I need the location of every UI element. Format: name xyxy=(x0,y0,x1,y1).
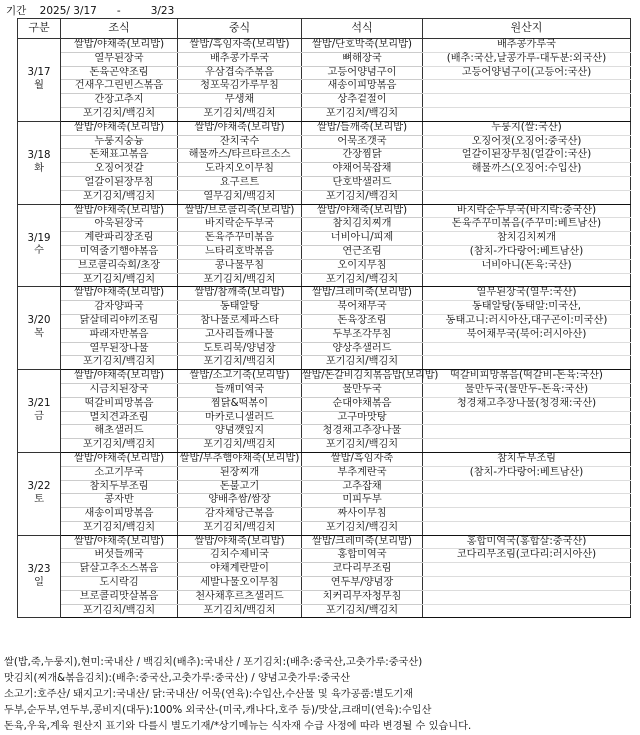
note-line: 맛김치(찌개&볶음김치):(배추:중국산,고춧가루:중국산) / 양념고춧가루:중국산 xyxy=(4,673,350,684)
menu-row xyxy=(18,370,631,384)
day-label xyxy=(18,370,61,453)
origin-cell xyxy=(423,190,631,204)
breakfast-cell: 포기김치/백김치 xyxy=(61,439,178,453)
dinner-cell: 쌀밥/크레미죽(보리밥) xyxy=(302,287,423,301)
origin-cell xyxy=(423,494,631,508)
dinner-cell: 포기김치/백김치 xyxy=(302,521,423,535)
table-header-row xyxy=(18,19,631,39)
lunch-cell: 포기김치/백김치 xyxy=(178,107,302,121)
note-line: 소고기:호주산/ 돼지고기:국내산/ 닭:국내산/ 어묵(연육):수입산,수산물 및 육가공품:별도기재 xyxy=(4,689,414,700)
breakfast-cell: 멸치견과조림 xyxy=(61,411,178,425)
day-date: 3/17 xyxy=(27,67,51,79)
dinner-cell: 쌀밥/돈갈비김치볶음밥(보리밥) xyxy=(302,370,423,384)
menu-row xyxy=(18,466,631,480)
lunch-cell: 된장찌개 xyxy=(178,466,302,480)
dinner-cell: 포기김치/백김치 xyxy=(302,439,423,453)
origin-cell xyxy=(423,176,631,190)
breakfast-cell: 새송이피망볶음 xyxy=(61,508,178,522)
dinner-cell: 미피두부 xyxy=(302,494,423,508)
breakfast-cell: 얼갈이된장무침 xyxy=(61,176,178,190)
breakfast-cell: 포기김치/백김치 xyxy=(61,604,178,618)
lunch-cell: 쌀밥/야채죽(보리밥) xyxy=(178,121,302,135)
breakfast-cell: 쌀밥/야채죽(보리밥) xyxy=(61,370,178,384)
lunch-cell: 청포묵김가루무침 xyxy=(178,80,302,94)
breakfast-cell: 콩자반 xyxy=(61,494,178,508)
dinner-cell: 쌀밥/들깨죽(보리밥) xyxy=(302,121,423,135)
header-dinner: 석식 xyxy=(302,19,423,39)
breakfast-cell: 계란파리장조림 xyxy=(61,232,178,246)
menu-row xyxy=(18,163,631,177)
origin-cell: (참치-가다랑어:베트남산) xyxy=(423,466,631,480)
menu-row xyxy=(18,535,631,549)
header-lunch: 중식 xyxy=(178,19,302,39)
dinner-cell: 참치김치찌개 xyxy=(302,218,423,232)
lunch-cell: 돈육주꾸미볶음 xyxy=(178,232,302,246)
breakfast-cell: 파래자반볶음 xyxy=(61,328,178,342)
breakfast-cell: 소고기무국 xyxy=(61,466,178,480)
origin-cell xyxy=(423,604,631,618)
breakfast-cell: 감자양파국 xyxy=(61,301,178,315)
dinner-cell: 상추겉절이 xyxy=(302,94,423,108)
menu-row xyxy=(18,273,631,287)
origin-cell: 북어채무국(북어:러시아산) xyxy=(423,328,631,342)
lunch-cell: 고사리들깨나물 xyxy=(178,328,302,342)
dinner-cell: 홍합미역국 xyxy=(302,549,423,563)
breakfast-cell: 쌀밥/야채죽(보리밥) xyxy=(61,452,178,466)
day-weekday: 일 xyxy=(34,576,44,588)
lunch-cell: 포기김치/백김치 xyxy=(178,356,302,370)
menu-row xyxy=(18,94,631,108)
day-date: 3/23 xyxy=(27,563,51,575)
dinner-cell: 부추계란국 xyxy=(302,466,423,480)
day-label xyxy=(18,287,61,370)
lunch-cell: 참나물로제파스타 xyxy=(178,314,302,328)
weekly-menu-table xyxy=(17,18,631,618)
dinner-cell: 포기김치/백김치 xyxy=(302,604,423,618)
period-label: 기간 xyxy=(6,5,27,17)
breakfast-cell: 도시락김 xyxy=(61,577,178,591)
dinner-cell: 포기김치/백김치 xyxy=(302,273,423,287)
menu-row xyxy=(18,397,631,411)
lunch-cell: 야채계란말이 xyxy=(178,563,302,577)
period-line xyxy=(6,3,174,18)
breakfast-cell: 누룽지숭늉 xyxy=(61,135,178,149)
breakfast-cell: 열무된장나물 xyxy=(61,342,178,356)
dinner-cell: 쌀밥/단호박죽(보리밥) xyxy=(302,39,423,53)
breakfast-cell: 돈육곤약조림 xyxy=(61,66,178,80)
note-line: 돈육,우육,계육 원산지 표기와 다를시 별도기재/*상기메뉴는 식자재 수급 사정에 따라 변경될 수 있습니다. xyxy=(4,721,472,732)
origin-cell: 동태고니:러시아산,대구곤이:미국산) xyxy=(423,314,631,328)
day-date: 3/19 xyxy=(27,232,51,244)
menu-row xyxy=(18,204,631,218)
lunch-cell: 도라지오이무침 xyxy=(178,163,302,177)
menu-row xyxy=(18,176,631,190)
breakfast-cell: 포기김치/백김치 xyxy=(61,273,178,287)
lunch-cell: 천사채후르츠샐러드 xyxy=(178,590,302,604)
header-breakfast: 조식 xyxy=(61,19,178,39)
menu-row xyxy=(18,521,631,535)
day-date: 3/20 xyxy=(27,315,51,327)
lunch-cell: 양배추쌈/쌈장 xyxy=(178,494,302,508)
day-weekday: 월 xyxy=(34,79,44,91)
breakfast-cell: 간장고추지 xyxy=(61,94,178,108)
origin-cell xyxy=(423,273,631,287)
lunch-cell: 요구르트 xyxy=(178,176,302,190)
origin-notes xyxy=(4,655,636,735)
breakfast-cell: 건새우그린빈스볶음 xyxy=(61,80,178,94)
menu-row xyxy=(18,411,631,425)
lunch-cell: 돈불고기 xyxy=(178,480,302,494)
dinner-cell: 짜사이무침 xyxy=(302,508,423,522)
lunch-cell: 배추콩가루국 xyxy=(178,52,302,66)
dinner-cell: 포기김치/백김치 xyxy=(302,190,423,204)
breakfast-cell: 참치두부조림 xyxy=(61,480,178,494)
lunch-cell: 쌀밥/브로콜리죽(보리밥) xyxy=(178,204,302,218)
breakfast-cell: 닭살고추소스볶음 xyxy=(61,563,178,577)
dinner-cell: 새송이피망볶음 xyxy=(302,80,423,94)
dinner-cell: 포기김치/백김치 xyxy=(302,107,423,121)
breakfast-cell: 포기김치/백김치 xyxy=(61,107,178,121)
dinner-cell: 돈육장조림 xyxy=(302,314,423,328)
breakfast-cell: 버섯들깨국 xyxy=(61,549,178,563)
lunch-cell: 잔치국수 xyxy=(178,135,302,149)
origin-cell: 해물까스(오징어:수입산) xyxy=(423,163,631,177)
menu-row xyxy=(18,245,631,259)
day-date: 3/18 xyxy=(27,149,51,161)
origin-cell: 떡갈비피망볶음(떡갈비-돈육:국산) xyxy=(423,370,631,384)
dinner-cell: 청경채고추장나물 xyxy=(302,425,423,439)
menu-row xyxy=(18,328,631,342)
dinner-cell: 쌀밥/야채죽(보리밥) xyxy=(302,204,423,218)
menu-row xyxy=(18,232,631,246)
menu-row xyxy=(18,383,631,397)
lunch-cell: 마카로니샐러드 xyxy=(178,411,302,425)
lunch-cell: 쌀밥/부추햄야채죽(보리밥) xyxy=(178,452,302,466)
breakfast-cell: 돈채표고볶음 xyxy=(61,149,178,163)
lunch-cell: 포기김치/백김치 xyxy=(178,439,302,453)
origin-cell: 너비아니(돈육:국산) xyxy=(423,259,631,273)
breakfast-cell: 쌀밥/야채죽(보리밥) xyxy=(61,204,178,218)
lunch-cell: 포기김치/백김치 xyxy=(178,273,302,287)
menu-row xyxy=(18,107,631,121)
dinner-cell: 연두부/양념장 xyxy=(302,577,423,591)
note-line: 두부,순두부,연두부,콩비지(대두):100% 외국산-(미국,캐나다,호주 등)/맛살,크래미(연육):수입산 xyxy=(4,705,432,716)
origin-cell: 참치두부조림 xyxy=(423,452,631,466)
menu-row xyxy=(18,604,631,618)
header-category: 구분 xyxy=(18,19,61,39)
menu-row xyxy=(18,480,631,494)
origin-cell: 오징어젓(오징어:중국산) xyxy=(423,135,631,149)
menu-row xyxy=(18,301,631,315)
dinner-cell: 어묵조갯국 xyxy=(302,135,423,149)
origin-cell xyxy=(423,94,631,108)
day-weekday: 수 xyxy=(34,245,44,257)
lunch-cell: 열무김치/백김치 xyxy=(178,190,302,204)
menu-row xyxy=(18,135,631,149)
lunch-cell: 쌀밥/소고기죽(보리밥) xyxy=(178,370,302,384)
breakfast-cell: 닭살데리야끼조림 xyxy=(61,314,178,328)
origin-cell: 열무된장국(열무:국산) xyxy=(423,287,631,301)
menu-row xyxy=(18,121,631,135)
day-weekday: 토 xyxy=(34,493,44,505)
menu-row xyxy=(18,590,631,604)
menu-row xyxy=(18,218,631,232)
period-end-date: 3/23 xyxy=(150,5,175,17)
menu-row xyxy=(18,52,631,66)
menu-row xyxy=(18,549,631,563)
origin-cell xyxy=(423,521,631,535)
dinner-cell: 고추잡채 xyxy=(302,480,423,494)
dinner-cell: 두부조각무침 xyxy=(302,328,423,342)
origin-cell: 물만두국(물만두-돈육:국산) xyxy=(423,383,631,397)
origin-cell xyxy=(423,590,631,604)
day-label xyxy=(18,535,61,618)
lunch-cell: 우삼겹숙주볶음 xyxy=(178,66,302,80)
origin-cell xyxy=(423,439,631,453)
dinner-cell: 간장찜닭 xyxy=(302,149,423,163)
dinner-cell: 치커리무자청무침 xyxy=(302,590,423,604)
menu-row xyxy=(18,577,631,591)
origin-cell xyxy=(423,563,631,577)
origin-cell: 배추콩가루국 xyxy=(423,39,631,53)
origin-cell: 홍합미역국(홍합살:중국산) xyxy=(423,535,631,549)
day-label xyxy=(18,121,61,204)
origin-cell xyxy=(423,80,631,94)
breakfast-cell: 포기김치/백김치 xyxy=(61,521,178,535)
lunch-cell: 포기김치/백김치 xyxy=(178,521,302,535)
origin-cell xyxy=(423,480,631,494)
origin-cell: (배추:국산,날콩가루-대두분:외국산) xyxy=(423,52,631,66)
day-label xyxy=(18,452,61,535)
breakfast-cell: 쌀밥/야채죽(보리밥) xyxy=(61,39,178,53)
breakfast-cell: 포기김치/백김치 xyxy=(61,190,178,204)
dinner-cell: 포기김치/백김치 xyxy=(302,356,423,370)
lunch-cell: 양념깻잎지 xyxy=(178,425,302,439)
origin-cell xyxy=(423,577,631,591)
day-weekday: 금 xyxy=(34,411,44,423)
menu-row xyxy=(18,452,631,466)
breakfast-cell: 열무된장국 xyxy=(61,52,178,66)
menu-row xyxy=(18,356,631,370)
breakfast-cell: 포기김치/백김치 xyxy=(61,356,178,370)
breakfast-cell: 아욱된장국 xyxy=(61,218,178,232)
origin-cell: 참치김치찌개 xyxy=(423,232,631,246)
lunch-cell: 세발나물오이무침 xyxy=(178,577,302,591)
menu-row xyxy=(18,66,631,80)
note-line: 쌀(밥,죽,누룽지),현미:국내산 / 백김치(배추):국내산 / 포기김치:(배추:중국산,고춧가루:중국산) xyxy=(4,657,423,668)
lunch-cell: 쌀밥/야채죽(보리밥) xyxy=(178,535,302,549)
dinner-cell: 물만두국 xyxy=(302,383,423,397)
dinner-cell: 순대야채볶음 xyxy=(302,397,423,411)
breakfast-cell: 미역줄기햄야볶음 xyxy=(61,245,178,259)
menu-row xyxy=(18,342,631,356)
origin-cell: 얼갈이된장무침(얼갈이:국산) xyxy=(423,149,631,163)
day-weekday: 화 xyxy=(34,162,44,174)
dinner-cell: 북어채무국 xyxy=(302,301,423,315)
breakfast-cell: 시금치된장국 xyxy=(61,383,178,397)
lunch-cell: 바지락순두부국 xyxy=(178,218,302,232)
dinner-cell: 너비아니/피제 xyxy=(302,232,423,246)
origin-cell xyxy=(423,425,631,439)
menu-row xyxy=(18,508,631,522)
menu-row xyxy=(18,39,631,53)
origin-cell xyxy=(423,356,631,370)
breakfast-cell: 오징어젓갈 xyxy=(61,163,178,177)
origin-cell: 동태알탕(동태알:미국산, xyxy=(423,301,631,315)
dinner-cell: 고등어양념구이 xyxy=(302,66,423,80)
dinner-cell: 연근조림 xyxy=(302,245,423,259)
lunch-cell: 해물까스/타르타르소스 xyxy=(178,149,302,163)
breakfast-cell: 브로콜리맛살볶음 xyxy=(61,590,178,604)
lunch-cell: 포기김치/백김치 xyxy=(178,604,302,618)
menu-row xyxy=(18,563,631,577)
menu-row xyxy=(18,425,631,439)
menu-row xyxy=(18,439,631,453)
origin-cell: 돈육주꾸미볶음(주꾸미:베트남산) xyxy=(423,218,631,232)
breakfast-cell: 쌀밥/야채죽(보리밥) xyxy=(61,287,178,301)
menu-row xyxy=(18,314,631,328)
dinner-cell: 양상추샐러드 xyxy=(302,342,423,356)
dinner-cell: 야채어묵잡채 xyxy=(302,163,423,177)
dinner-cell: 코다리무조림 xyxy=(302,563,423,577)
menu-row xyxy=(18,287,631,301)
dinner-cell: 고구마맛탕 xyxy=(302,411,423,425)
period-dash: - xyxy=(116,5,121,17)
origin-cell xyxy=(423,342,631,356)
lunch-cell: 콩나물무침 xyxy=(178,259,302,273)
header-origin: 원산지 xyxy=(423,19,631,39)
menu-row xyxy=(18,259,631,273)
breakfast-cell: 해초샐러드 xyxy=(61,425,178,439)
origin-cell: 고등어양념구이(고등어:국산) xyxy=(423,66,631,80)
menu-body xyxy=(18,39,631,618)
day-date: 3/21 xyxy=(27,398,51,410)
lunch-cell: 들깨미역국 xyxy=(178,383,302,397)
lunch-cell: 무생채 xyxy=(178,94,302,108)
origin-cell: (참치-가다랑어:베트남산) xyxy=(423,245,631,259)
day-label xyxy=(18,204,61,287)
dinner-cell: 오이지무침 xyxy=(302,259,423,273)
day-weekday: 목 xyxy=(34,328,44,340)
origin-cell: 코다리무조림(코다리:러시아산) xyxy=(423,549,631,563)
menu-row xyxy=(18,80,631,94)
dinner-cell: 쌀밥/크레미죽(보리밥) xyxy=(302,535,423,549)
day-label xyxy=(18,39,61,122)
breakfast-cell: 쌀밥/야채죽(보리밥) xyxy=(61,121,178,135)
origin-cell: 바지락순두부국(바지락:중국산) xyxy=(423,204,631,218)
menu-row xyxy=(18,494,631,508)
menu-row xyxy=(18,149,631,163)
lunch-cell: 느타리호박볶음 xyxy=(178,245,302,259)
lunch-cell: 김치수제비국 xyxy=(178,549,302,563)
period-start-date: 2025/ 3/17 xyxy=(39,5,97,17)
lunch-cell: 도토리묵/양념장 xyxy=(178,342,302,356)
origin-cell: 누룽지(쌀:국산) xyxy=(423,121,631,135)
lunch-cell: 동태알탕 xyxy=(178,301,302,315)
origin-cell xyxy=(423,107,631,121)
breakfast-cell: 떡갈비피망볶음 xyxy=(61,397,178,411)
origin-cell xyxy=(423,508,631,522)
dinner-cell: 뼈해장국 xyxy=(302,52,423,66)
breakfast-cell: 쌀밥/야채죽(보리밥) xyxy=(61,535,178,549)
menu-row xyxy=(18,190,631,204)
lunch-cell: 감자채당근볶음 xyxy=(178,508,302,522)
lunch-cell: 찜닭&떡볶이 xyxy=(178,397,302,411)
breakfast-cell: 브로콜리숙회/초장 xyxy=(61,259,178,273)
lunch-cell: 쌀밥/흑임자죽(보리밥) xyxy=(178,39,302,53)
origin-cell: 청경채고추장나물(청경채:국산) xyxy=(423,397,631,411)
origin-cell xyxy=(423,411,631,425)
lunch-cell: 쌀밥/참깨죽(보리밥) xyxy=(178,287,302,301)
dinner-cell: 쌀밥/흑임자죽 xyxy=(302,452,423,466)
day-date: 3/22 xyxy=(27,481,51,492)
dinner-cell: 단호박샐러드 xyxy=(302,176,423,190)
